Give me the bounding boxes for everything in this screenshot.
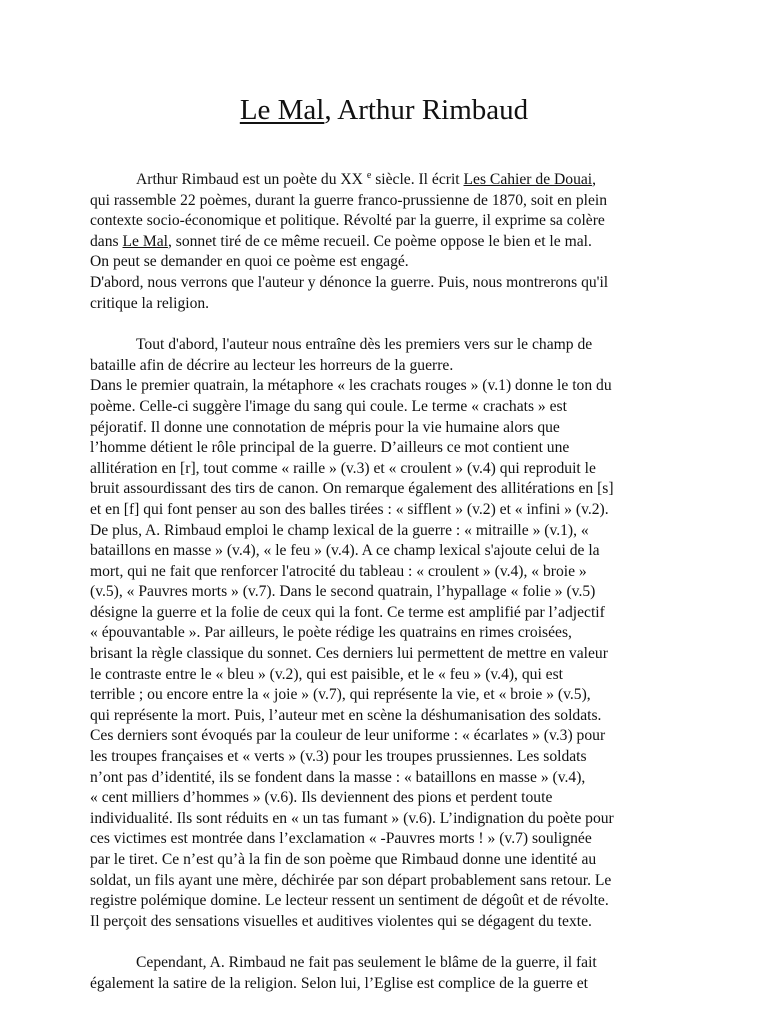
- paragraph: [90, 953, 690, 994]
- paragraph-gap: [90, 932, 690, 953]
- text-segment: soldat, un fils ayant une mère, déchirée par son départ probablement sans retour. Le: [90, 871, 612, 889]
- text-line: [90, 273, 690, 294]
- text-segment: , sonnet tiré de ce même recueil. Ce poème oppose le bien et le mal.: [167, 232, 592, 250]
- text-segment: également la satire de la religion. Selon lui, l’Eglise est complice de la guerre et: [90, 974, 588, 992]
- text-line: [90, 706, 690, 727]
- text-line: [90, 294, 690, 315]
- title-author: , Arthur Rimbaud: [324, 94, 529, 126]
- text-segment: D'abord, nous verrons que l'auteur y dénonce la guerre. Puis, nous montrerons qu'il: [90, 273, 609, 291]
- paragraph: [90, 170, 690, 314]
- text-segment: contexte socio-économique et politique. Révolté par la guerre, il exprime sa colère: [90, 212, 605, 230]
- text-line: [90, 685, 690, 706]
- text-segment: le contraste entre le « bleu » (v.2), qui est paisible, et le « feu » (v.4), qui est: [90, 665, 564, 683]
- text-segment: critique la religion.: [90, 294, 210, 312]
- text-line: [90, 376, 690, 397]
- text-line: [90, 726, 690, 747]
- text-segment: allitération en [r], tout comme « raille » (v.3) et « croulent » (v.4) qui reproduit le: [90, 459, 596, 477]
- text-segment: Il perçoit des sensations visuelles et auditives violentes qui se dégagent du texte.: [90, 912, 592, 930]
- text-segment: bataillons en masse » (v.4), « le feu » (v.4). A ce champ lexical s'ajoute celui de la: [90, 542, 600, 560]
- text-segment: qui représente la mort. Puis, l’auteur met en scène la déshumanisation des soldats.: [90, 706, 602, 724]
- text-segment: Ces derniers sont évoqués par la couleur de leur uniforme : « écarlates » (v.3) pour: [90, 727, 606, 745]
- text-line: [90, 747, 690, 768]
- text-segment: dans: [90, 232, 123, 250]
- text-segment: « épouvantable ». Par ailleurs, le poète rédige les quatrains en rimes croisées,: [90, 624, 572, 642]
- underlined-title: Le Mal: [122, 232, 168, 250]
- paragraph-gap: [90, 314, 690, 335]
- text-line: [90, 871, 690, 892]
- text-line: [90, 829, 690, 850]
- superscript: e: [366, 169, 372, 181]
- text-segment: individualité. Ils sont réduits en « un tas fumant » (v.6). L’indignation du poète pour: [90, 809, 614, 827]
- document-title: [0, 92, 768, 128]
- text-line: [90, 459, 690, 480]
- text-segment: On peut se demander en quoi ce poème est engagé.: [90, 253, 409, 271]
- text-line: [90, 541, 690, 562]
- text-line: [90, 953, 690, 974]
- text-line: [90, 479, 690, 500]
- text-segment: poème. Celle-ci suggère l'image du sang qui coule. Le terme « crachats » est: [90, 397, 567, 415]
- text-line: [90, 500, 690, 521]
- text-line: [90, 521, 690, 542]
- text-line: [90, 232, 690, 253]
- text-line: [90, 191, 690, 212]
- document-body: [90, 170, 690, 995]
- text-line: [90, 974, 690, 995]
- text-line: [90, 809, 690, 830]
- text-segment: les troupes françaises et « verts » (v.3) pour les troupes prussiennes. Les soldats: [90, 748, 587, 766]
- text-segment: Cependant, A. Rimbaud ne fait pas seulement le blâme de la guerre, il fait: [136, 954, 597, 972]
- text-line: [90, 912, 690, 933]
- text-line: [90, 438, 690, 459]
- text-segment: mort, qui ne fait que renforcer l'atrocité du tableau : « croulent » (v.4), « broie »: [90, 562, 587, 580]
- text-segment: et en [f] qui font penser au son des balles tirées : « sifflent » (v.2) et « infini » (v.2).: [90, 500, 609, 518]
- text-line: [90, 356, 690, 377]
- text-line: [90, 665, 690, 686]
- text-line: [90, 891, 690, 912]
- text-segment: n’ont pas d’identité, ils se fondent dans la masse : « bataillons en masse » (v.4),: [90, 768, 586, 786]
- text-segment: siècle. Il écrit: [371, 171, 464, 188]
- text-segment: (v.5), « Pauvres morts » (v.7). Dans le second quatrain, l’hypallage « folie » (v.5): [90, 583, 596, 601]
- text-line: [90, 252, 690, 273]
- text-segment: péjoratif. Il donne une connotation de mépris pour la vie humaine alors que: [90, 418, 560, 436]
- text-line: [90, 582, 690, 603]
- text-segment: Dans le premier quatrain, la métaphore « les crachats rouges » (v.1) donne le ton du: [90, 377, 612, 395]
- text-segment: qui rassemble 22 poèmes, durant la guerre franco-prussienne de 1870, soit en plein: [90, 191, 608, 209]
- text-segment: De plus, A. Rimbaud emploi le champ lexical de la guerre : « mitraille » (v.1), «: [90, 521, 589, 539]
- text-segment: registre polémique domine. Le lecteur ressent un sentiment de dégoût et de révolte.: [90, 892, 609, 910]
- text-segment: bruit assourdissant des tirs de canon. On remarque également des allitérations en [s]: [90, 480, 614, 498]
- text-line: [90, 788, 690, 809]
- text-segment: désigne la guerre et la folie de ceux qui la font. Ce terme est amplifié par l’adjectif: [90, 603, 605, 621]
- title-work: Le Mal: [239, 94, 325, 126]
- text-line: [90, 418, 690, 439]
- text-segment: Arthur Rimbaud est un poète du XX: [136, 171, 367, 188]
- text-line: [90, 170, 690, 191]
- text-segment: ces victimes est montrée dans l’exclamation « -Pauvres morts ! » (v.7) soulignée: [90, 830, 592, 848]
- text-segment: par le tiret. Ce n’est qu’à la fin de son poème que Rimbaud donne une identité au: [90, 851, 597, 868]
- text-line: [90, 397, 690, 418]
- text-line: [90, 335, 690, 356]
- text-segment: Tout d'abord, l'auteur nous entraîne dès les premiers vers sur le champ de: [136, 336, 593, 354]
- text-line: [90, 623, 690, 644]
- text-line: [90, 603, 690, 624]
- text-line: [90, 644, 690, 665]
- text-segment: brisant la règle classique du sonnet. Ces derniers lui permettent de mettre en valeur: [90, 645, 608, 663]
- text-line: [90, 211, 690, 232]
- text-line: [90, 562, 690, 583]
- text-segment: terrible ; ou encore entre la « joie » (v.7), qui représente la vie, et « broie » (v.5),: [90, 686, 591, 704]
- text-segment: bataille afin de décrire au lecteur les horreurs de la guerre.: [90, 356, 454, 374]
- text-line: [90, 768, 690, 789]
- text-line: [90, 850, 690, 871]
- text-segment: l’homme détient le rôle principal de la guerre. D’ailleurs ce mot contient une: [90, 439, 570, 457]
- text-segment: « cent milliers d’hommes » (v.6). Ils deviennent des pions et perdent toute: [90, 789, 553, 807]
- paragraph: [90, 335, 690, 932]
- underlined-title: Les Cahier de Douai: [463, 171, 593, 188]
- text-segment: ,: [592, 171, 597, 188]
